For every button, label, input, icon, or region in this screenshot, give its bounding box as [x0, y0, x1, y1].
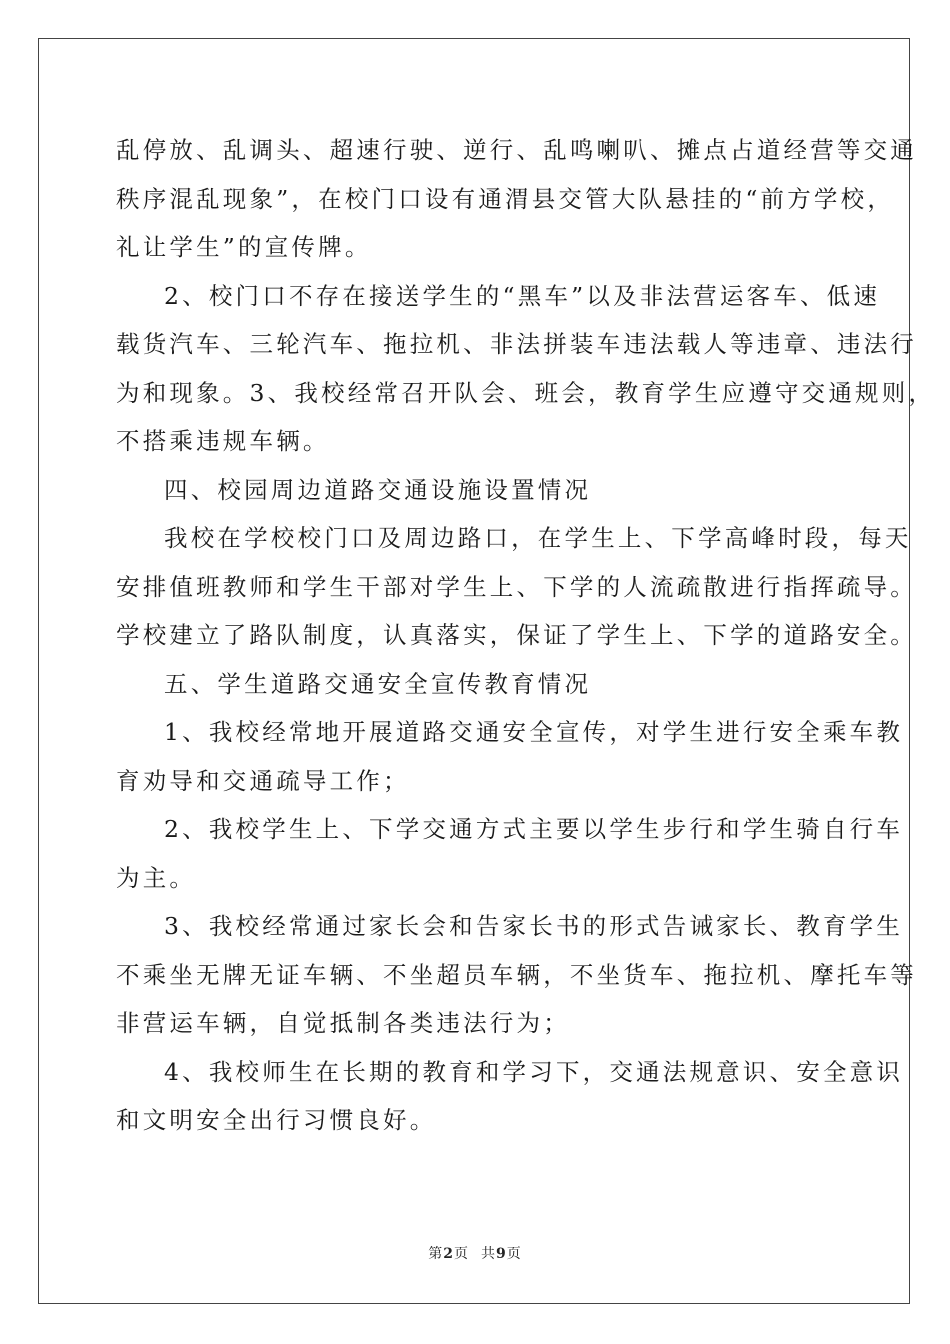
- text-line-16: 为主。: [116, 863, 197, 892]
- document-body: [116, 126, 936, 1145]
- section-heading-4: 四、校园周边道路交通设施设置情况: [164, 475, 592, 504]
- footer-total-suffix: 页: [506, 1246, 522, 1262]
- text-line-6: 为和现象。3、我校经常召开队会、班会，教育学生应遵守交通规则，: [116, 378, 936, 407]
- text-line-13: 1、我校经常地开展道路交通安全宣传，对学生进行安全乘车教: [164, 718, 904, 746]
- page-footer: [0, 1243, 950, 1263]
- text-line-19: 非营运车辆，自觉抵制各类违法行为；: [116, 1009, 570, 1037]
- text-line-4: 2、校门口不存在接送学生的“黑车”以及非法营运客车、低速: [164, 281, 881, 310]
- footer-page-number: 2: [443, 1246, 454, 1262]
- text-line-17: 3、我校经常通过家长会和告家长书的形式告诫家长、教育学生: [164, 912, 904, 940]
- text-line-14: 育劝导和交通疏导工作；: [116, 766, 410, 795]
- footer-total-prefix: 共: [481, 1246, 496, 1262]
- text-line-3: 礼让学生”的宣传牌。: [116, 233, 372, 261]
- section-heading-5: 五、学生道路交通安全宣传教育情况: [164, 669, 592, 698]
- text-line-21: 和文明安全出行习惯良好。: [116, 1106, 437, 1134]
- text-line-2: 秩序混乱现象”，在校门口设有通渭县交管大队悬挂的“前方学校，: [116, 184, 895, 213]
- text-line-7: 不搭乘违规车辆。: [116, 427, 330, 455]
- footer-total-pages: 9: [496, 1246, 507, 1262]
- text-line-5: 载货汽车、三轮汽车、拖拉机、非法拼装车违法载人等违章、违法行: [116, 330, 917, 358]
- text-line-11: 学校建立了路队制度，认真落实，保证了学生上、下学的道路安全。: [116, 621, 917, 649]
- text-line-9: 我校在学校校门口及周边路口，在学生上、下学高峰时段，每天: [164, 524, 912, 552]
- text-line-20: 4、我校师生在长期的教育和学习下，交通法规意识、安全意识: [164, 1057, 904, 1086]
- text-line-10: 安排值班教师和学生干部对学生上、下学的人流疏散进行指挥疏导。: [116, 572, 917, 601]
- footer-page-prefix: 第: [428, 1246, 444, 1262]
- footer-page-suffix: 页: [454, 1246, 469, 1262]
- text-line-15: 2、我校学生上、下学交通方式主要以学生步行和学生骑自行车: [164, 815, 904, 843]
- text-line-1: 乱停放、乱调头、超速行驶、逆行、乱鸣喇叭、摊点占道经营等交通: [116, 136, 917, 164]
- text-line-18: 不乘坐无牌无证车辆、不坐超员车辆，不坐货车、拖拉机、摩托车等: [116, 960, 917, 989]
